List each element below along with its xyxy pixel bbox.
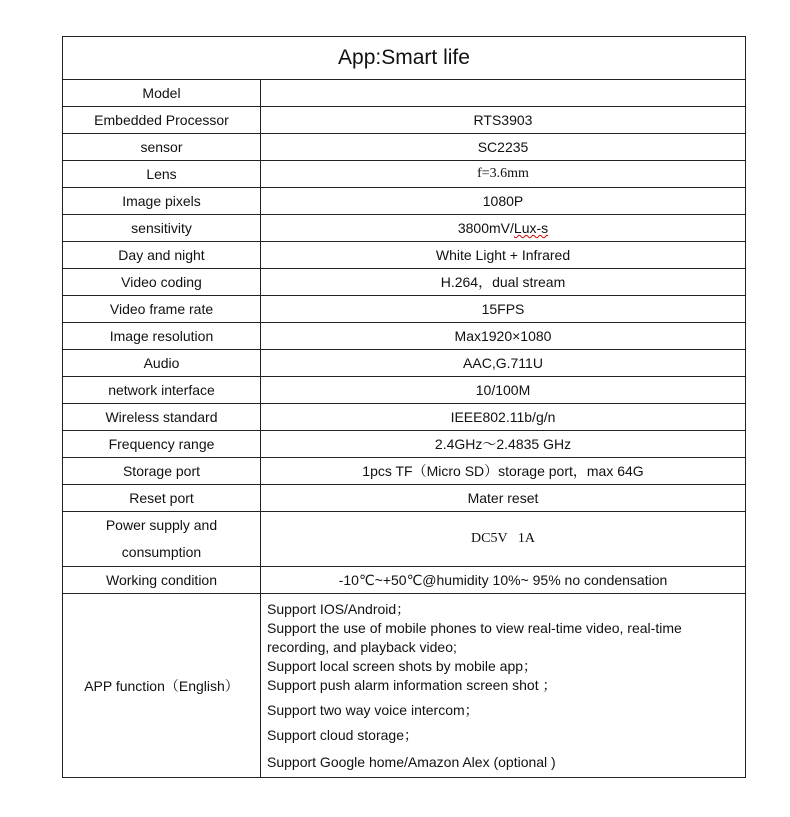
table-title: App:Smart life [63, 37, 746, 80]
row-label-lens: Lens [63, 161, 261, 188]
table-row [63, 161, 746, 188]
row-label-day-night: Day and night [63, 242, 261, 269]
row-value-wireless: IEEE802.11b/g/n [261, 404, 746, 431]
list-item: Support push alarm information screen shot ； [267, 676, 557, 693]
row-label-sensor: sensor [63, 134, 261, 161]
row-value-storage: 1pcs TF（Micro SD）storage port，max 64G [261, 458, 746, 485]
row-value-model [261, 80, 746, 107]
list-item: Support two way voice intercom； [267, 701, 479, 718]
list-item: Support IOS/Android； [267, 600, 411, 617]
table-row [63, 458, 746, 485]
row-value-working-condition: -10℃~+50℃@humidity 10%~ 95% no condensation [261, 567, 746, 594]
row-value-audio: AAC,G.711U [261, 350, 746, 377]
list-item: Support Google home/Amazon Alex (optional ) [267, 753, 556, 770]
table-row [63, 323, 746, 350]
row-value-frame-rate: 15FPS [261, 296, 746, 323]
row-value-sensor: SC2235 [261, 134, 746, 161]
table-row [63, 188, 746, 215]
table-row [63, 350, 746, 377]
table-row [63, 567, 746, 594]
row-value-lens: f=3.6mm [261, 161, 746, 188]
app-function-row [63, 594, 746, 778]
app-function-list [261, 594, 746, 778]
table-row [63, 431, 746, 458]
list-item: Support local screen shots by mobile app； [267, 657, 538, 674]
table-row [63, 485, 746, 512]
table-row [63, 296, 746, 323]
row-label-video-coding: Video coding [63, 269, 261, 296]
row-label-storage: Storage port [63, 458, 261, 485]
row-value-power: DC5V 1A [261, 512, 746, 567]
row-label-power: Power supply and consumption [63, 512, 261, 567]
row-value-network: 10/100M [261, 377, 746, 404]
table-row [63, 215, 746, 242]
row-label-resolution: Image resolution [63, 323, 261, 350]
row-label-image-pixels: Image pixels [63, 188, 261, 215]
row-value-reset: Mater reset [261, 485, 746, 512]
table-row [63, 377, 746, 404]
table-row [63, 107, 746, 134]
list-item: Support the use of mobile phones to view real-time video, real-time recording, and playback video; [267, 619, 682, 655]
row-label-frequency: Frequency range [63, 431, 261, 458]
table-row [63, 269, 746, 296]
list-item: Support cloud storage； [267, 726, 418, 743]
row-label-sensitivity: sensitivity [63, 215, 261, 242]
row-value-processor: RTS3903 [261, 107, 746, 134]
table-row [63, 242, 746, 269]
row-value-day-night: White Light + Infrared [261, 242, 746, 269]
title-row [63, 37, 746, 80]
row-label-processor: Embedded Processor [63, 107, 261, 134]
row-label-network: network interface [63, 377, 261, 404]
row-value-video-coding: H.264，dual stream [261, 269, 746, 296]
row-value-frequency: 2.4GHz～2.4835 GHz [261, 431, 746, 458]
row-value-resolution: Max1920×1080 [261, 323, 746, 350]
row-label-audio: Audio [63, 350, 261, 377]
row-label-model: Model [63, 80, 261, 107]
row-label-frame-rate: Video frame rate [63, 296, 261, 323]
row-label-reset: Reset port [63, 485, 261, 512]
table-row [63, 404, 746, 431]
sensitivity-unit: Lux-s [513, 220, 549, 236]
sensitivity-value: 3800mV/ [457, 220, 514, 236]
row-label-working-condition: Working condition [63, 567, 261, 594]
table-row [63, 134, 746, 161]
table-row [63, 80, 746, 107]
row-value-image-pixels: 1080P [261, 188, 746, 215]
app-function-label: APP function（English） [63, 594, 261, 778]
row-label-wireless: Wireless standard [63, 404, 261, 431]
row-value-sensitivity [261, 215, 746, 242]
spec-table [62, 36, 746, 778]
table-row [63, 512, 746, 567]
